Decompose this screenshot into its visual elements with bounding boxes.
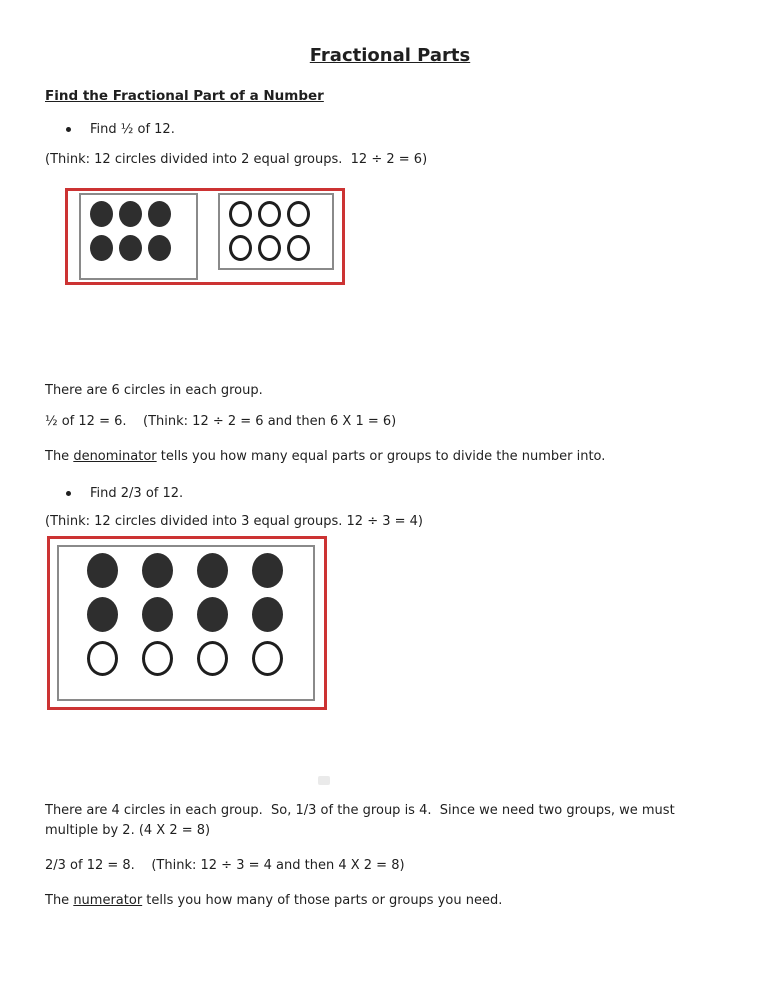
circle-group-empty [218, 193, 334, 270]
bullet-item-half-of-12 [45, 120, 735, 139]
circle-group-filled [79, 193, 198, 280]
empty-circle [142, 641, 173, 676]
filled-circle [90, 201, 113, 227]
numerator-term: numerator [73, 893, 143, 908]
diagram-two-thirds-of-12 [47, 536, 327, 710]
empty-circle [258, 201, 281, 227]
page-title-text: Fractional Parts [309, 45, 471, 66]
result-paragraph-line-2: multiple by 2. (4 X 2 = 8) [45, 823, 211, 838]
section-heading-text: Find the Fractional Part of a Number [45, 88, 324, 104]
filled-circle [142, 597, 173, 632]
section-heading [45, 86, 735, 106]
denominator-rule-prefix: The [45, 449, 74, 464]
numerator-rule-suffix: tells you how many of those parts or groups you need. [142, 893, 503, 908]
bullet-icon [66, 127, 71, 132]
filled-circle [148, 201, 171, 227]
filled-circle [87, 553, 118, 588]
empty-circle [87, 641, 118, 676]
scan-artifact [318, 776, 330, 785]
filled-circle [148, 235, 171, 261]
filled-circle [119, 201, 142, 227]
numerator-rule [45, 891, 735, 910]
result-paragraph [45, 801, 735, 841]
empty-circle [287, 201, 310, 227]
empty-circle [287, 235, 310, 261]
filled-circle [197, 553, 228, 588]
circle-row [59, 553, 313, 588]
circle-group-of-12 [57, 545, 315, 701]
empty-circle [229, 235, 252, 261]
filled-circle [252, 597, 283, 632]
result-equation-line-2: 2/3 of 12 = 8. (Think: 12 ÷ 3 = 4 and then 4 X 2 = 8) [45, 858, 405, 873]
filled-circle [197, 597, 228, 632]
circle-row [220, 201, 332, 227]
bullet-icon [66, 491, 71, 496]
denominator-term: denominator [73, 449, 157, 464]
page-title [45, 0, 735, 68]
filled-circle [119, 235, 142, 261]
diagram-half-of-12 [65, 188, 345, 285]
empty-circle [252, 641, 283, 676]
bullet-text-two-thirds-of-12: Find 2/3 of 12. [90, 486, 184, 501]
filled-circle [142, 553, 173, 588]
circle-row [81, 201, 196, 227]
filled-circle [90, 235, 113, 261]
filled-circle [87, 597, 118, 632]
circle-row [220, 235, 332, 261]
circle-row [81, 235, 196, 261]
numerator-rule-prefix: The [45, 893, 74, 908]
empty-circle [258, 235, 281, 261]
result-paragraph-line-1: There are 4 circles in each group. So, 1/3 of the group is 4. Since we need two groups, we must [45, 803, 675, 818]
result-equation-line-1: ½ of 12 = 6. (Think: 12 ÷ 2 = 6 and then 6 X 1 = 6) [45, 414, 397, 429]
bullet-text-half-of-12: Find ½ of 12. [90, 122, 175, 137]
circle-row [59, 641, 313, 676]
filled-circle [252, 553, 283, 588]
empty-circle [229, 201, 252, 227]
circle-row [59, 597, 313, 632]
think-line-halves: (Think: 12 circles divided into 2 equal groups. 12 ÷ 2 = 6) [45, 152, 428, 167]
denominator-rule-suffix: tells you how many equal parts or groups to divide the number into. [156, 449, 606, 464]
empty-circle [197, 641, 228, 676]
think-line-thirds: (Think: 12 circles divided into 3 equal groups. 12 ÷ 3 = 4) [45, 514, 424, 529]
result-count-line-1: There are 6 circles in each group. [45, 383, 263, 398]
denominator-rule [45, 447, 735, 466]
bullet-item-two-thirds-of-12 [45, 484, 735, 503]
